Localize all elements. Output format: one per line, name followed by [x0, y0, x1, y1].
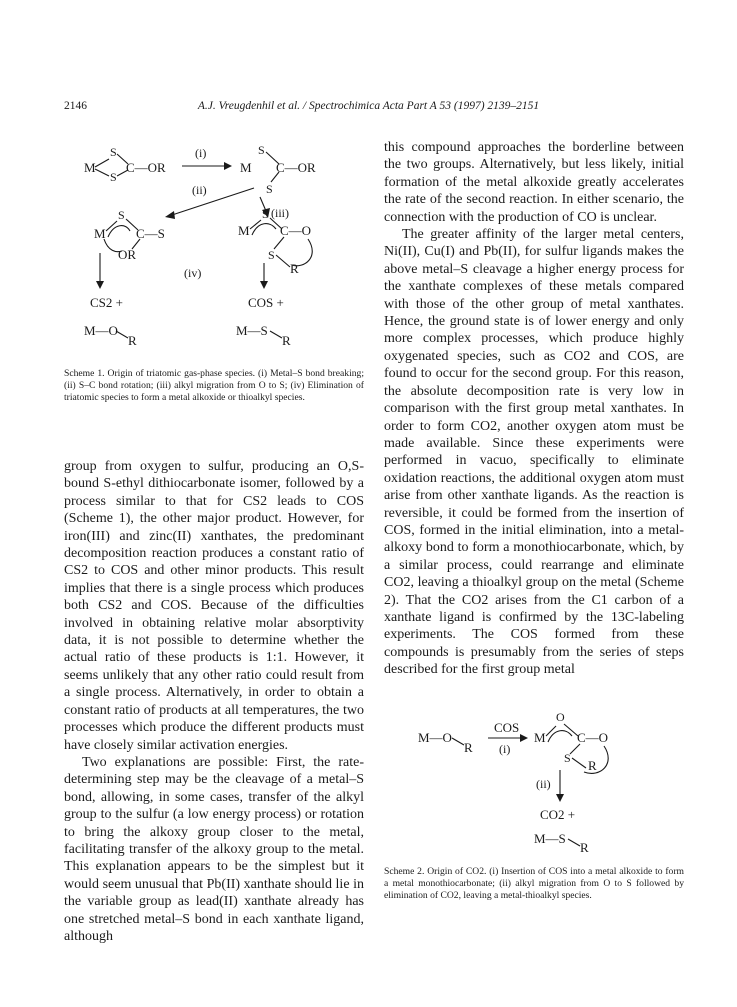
s1-cos: COS +: [248, 295, 284, 310]
page-header: [0, 100, 737, 118]
s2-m-o: M—O: [418, 730, 452, 745]
s1-r-4: R: [290, 261, 299, 276]
s2-s: S: [564, 751, 571, 765]
s2-bond: [452, 738, 464, 745]
s1-r-o: R: [128, 333, 137, 348]
left-column: [64, 458, 364, 945]
s2-cos: COS: [494, 720, 520, 735]
s1-or-3: OR: [118, 247, 137, 262]
s2-r-2: R: [588, 758, 597, 773]
s1-step-ii: (ii): [192, 183, 207, 197]
s1-arrowhead: [165, 211, 175, 219]
s2-step-ii: (ii): [536, 777, 551, 791]
s1-m-o: M—O: [84, 323, 118, 338]
s1-bond: [276, 255, 290, 267]
s2-arrowhead: [520, 734, 528, 742]
s2-r-3: R: [580, 840, 589, 855]
s1-s-1b: S: [110, 170, 117, 184]
s2-bond: [570, 744, 580, 754]
s1-cs2: CS2 +: [90, 295, 123, 310]
s1-curved-arrow: [108, 226, 130, 237]
s2-bond: [546, 726, 556, 736]
s1-step-iv: (iv): [184, 266, 202, 280]
s1-bond: [270, 331, 282, 338]
paragraph: this compound approaches the borderline between the two groups. Alternatively, but less likely, initial formation of the metal alkoxide greatly accelerates the rate of the second reaction. In either scenario, the connection with the production of CO is unclear.: [384, 140, 684, 225]
s1-m-4: M: [238, 223, 250, 238]
s1-c-or-1: C—OR: [126, 160, 166, 175]
s1-bond: [250, 220, 261, 229]
paragraph: Two explanations are possible: First, the rate-determining step may be the cleavage of a metal–S bond, allowing, in some cases, transfer of the alkyl group to the sulfur (a low energy process) or rotation to bring the alkoxy group closer to the metal, facilitating transfer of the alkoxy group to the metal. This explanation appears to be the simplest but it would seem unusual that Pb(II) xanthate should lie in the variable group as lead(II) xanthate already has one stretched metal–S bond in each xanthate ligand, although: [64, 754, 364, 944]
s1-s-1a: S: [110, 145, 117, 159]
scheme-1-caption: Scheme 1. Origin of triatomic gas-phase species. (i) Metal–S bond breaking; (ii) S–C bond rotation; (iii) alkyl migration from O to S; (iv) Elimination of triatomic species to form a metal alkoxide or thioalkyl species.: [64, 368, 364, 404]
s1-m-2: M: [240, 160, 252, 175]
paragraph: group from oxygen to sulfur, producing an O,S-bound S-ethyl dithiocarbonate isomer, followed by a process similar to that for CS2 leads to COS (Scheme 1), the other major product. However, for iron(III) and zinc(II) xanthates, the predominant decomposition reaction produces a constant ratio of CS2 to COS and other minor products. This result implies that there is a single process which produces both CS2 and COS. Because of the difficulties involved in obtaining relative molar absorptivity data, it is not possible to determine whether the actual ratio of these products is 1:1. However, it seems unlikely that any other ratio could result from a single process. Alternatively, in order to obtain a constant ratio of products at all temperatures, the two processes which produce the different products must have closely similar activation energies.: [64, 459, 364, 753]
s2-bond: [572, 758, 586, 768]
page-number: 2146: [64, 100, 87, 112]
s2-co2: CO2 +: [540, 807, 576, 822]
s1-m-1: M: [84, 160, 96, 175]
running-head: A.J. Vreugdenhil et al. / Spectrochimica Acta Part A 53 (1997) 2139–2151: [197, 100, 540, 112]
s2-bond: [568, 839, 580, 846]
right-column: [384, 139, 684, 679]
s1-bond: [95, 159, 109, 167]
s1-bond: [106, 221, 117, 231]
s1-arrowhead: [260, 281, 268, 289]
s1-c-or-2: C—OR: [276, 160, 316, 175]
s2-step-i: (i): [499, 742, 511, 756]
s1-arrow-ii: [172, 188, 254, 215]
s2-c-o: C—O: [577, 730, 609, 745]
s1-m-s: M—S: [236, 323, 268, 338]
scheme-2-caption: Scheme 2. Origin of CO2. (i) Insertion of COS into a metal alkoxide to form a metal monothiocarbonate; (ii) alkyl migration from O to S followed by elimination of CO2, leaving a metal-thioalkyl species.: [384, 866, 684, 902]
s2-m-s: M—S: [534, 831, 566, 846]
s1-c-s-3: C—S: [136, 226, 165, 241]
s1-step-i: (i): [195, 146, 207, 160]
s2-arrowhead: [556, 794, 564, 802]
s1-s-4a: S: [262, 207, 269, 221]
s2-r: R: [464, 740, 473, 755]
s2-m: M: [534, 730, 546, 745]
s1-arrowhead: [224, 162, 232, 170]
scheme-1-diagram: [64, 135, 364, 363]
paragraph: The greater affinity of the larger metal centers, Ni(II), Cu(I) and Pb(II), for sulfur ligands makes the above metal–S cleavage a higher energy process for the xanthate complexes of these metals compared with those of the other group of metal xanthates. Hence, the ground state is of lower energy and only more complex processes, which produce highly oxygenated species, such as CO2 and COS, are found to occur for the second group. For this reason, the absolute decomposition rate is very low in comparison with the first group metal xanthates. In order to form CO2, another oxygen atom must be made available. Since these experiments were performed in vacuo, specifically to eliminate oxidation reactions, the additional oxygen atom must arise from other xanthate ligands. As the reaction is reversible, it could be formed from the insertion of COS, formed in the initial elimination, into a metal-alkoxy bond to form a monothiocarbonate, which, by a similar process, could rearrange and eliminate CO2, leaving a thioalkyl group on the metal (Scheme 2). That the CO2 arises from the C1 carbon of a xanthate ligand is confirmed by the 13C-labeling experiments. The COS formed from these compounds is presumably from the series of steps described for the first group metal: [384, 227, 684, 678]
s1-step-iii: (iii): [271, 206, 289, 220]
scheme-2-diagram: [384, 708, 684, 858]
s1-r-s: R: [282, 333, 291, 348]
s2-curved-arrow: [548, 731, 572, 742]
s1-m-3: M: [94, 226, 106, 241]
s1-s-4b: S: [268, 248, 275, 262]
s2-o-top: O: [556, 710, 565, 724]
s1-bond: [274, 237, 284, 249]
s1-s-2b: S: [266, 182, 273, 196]
s1-arrowhead: [96, 281, 104, 289]
s1-curved-arrow: [252, 224, 276, 235]
s1-bond: [95, 169, 109, 176]
s1-s-3: S: [118, 208, 125, 222]
s1-c-o-4: C—O: [280, 223, 312, 238]
s1-s-2a: S: [258, 143, 265, 157]
s1-bond: [271, 172, 279, 182]
